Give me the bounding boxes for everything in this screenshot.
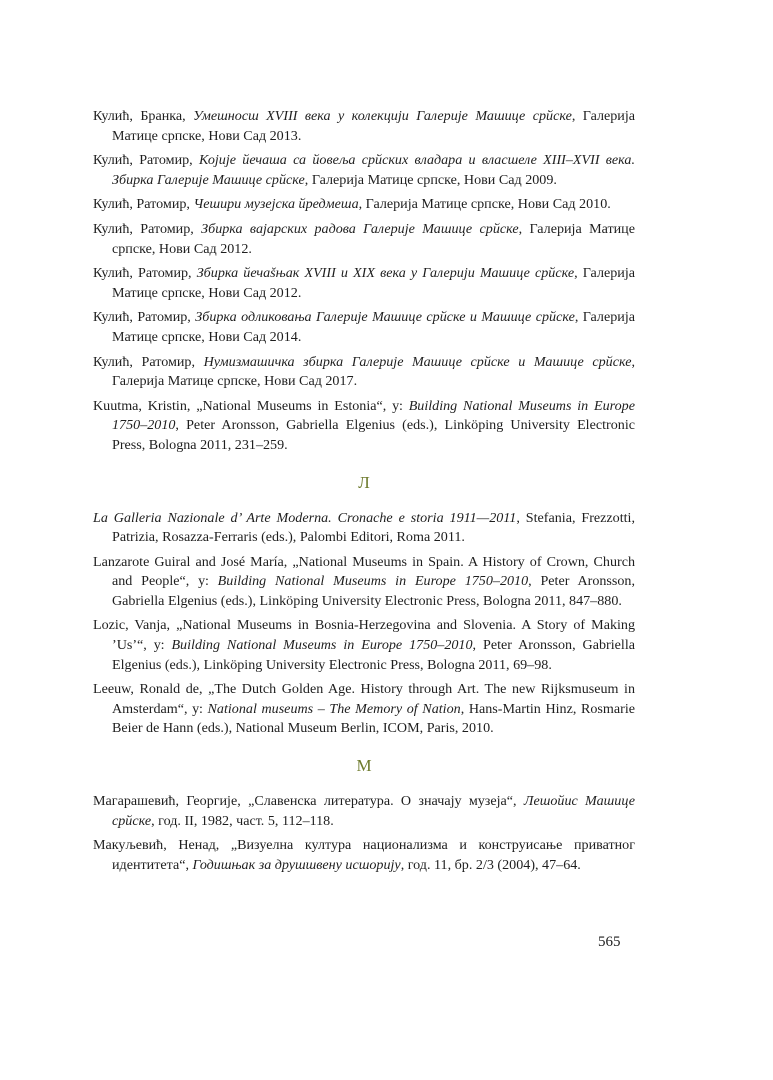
section-m <box>93 792 635 875</box>
bib-entry: Кулић, Ратомир, Чешири музејска йредмеша, Галерија Матице српске, Нови Сад 2010. <box>93 196 611 213</box>
bib-entry: Кулић, Ратомир, Којије йечаша са йовеља срйских владара и власшеле XIII–XVII века. Збирка Галерије Машице срйске, Галерија Матице српске, Нови Сад 2009. <box>93 152 635 188</box>
bib-entry: Leeuw, Ronald de, „The Dutch Golden Age. History through Art. The new Rijksmuseum in Amsterdam“, у: National museums – The Memory of Nation, Hans-Martin Hinz, Rosmarie Beier de Hann (eds.), National Museum Berlin, ICOM, Paris, 2010. <box>93 681 635 737</box>
section-letter-heading: Л <box>358 472 370 492</box>
bib-entry: Макуљевић, Ненад, „Визуелна култура национализма и конструисање приватног идентитета“, Годишњак за друшшвену исшорију, год. 11, бр. 2/3 (2004), 47–64. <box>93 837 635 873</box>
bib-entry: La Galleria Nazionale d’ Arte Moderna. Cronache e storia 1911—2011, Stefania, Frezzotti, Patrizia, Rosazza-Ferraris (eds.), Palombi Editori, Roma 2011. <box>93 509 635 546</box>
bib-entry: Kuutma, Kristin, „National Museums in Estonia“, у: Building National Museums in Europe 1750–2010, Peter Aronsson, Gabriella Elgenius (eds.), Linköping University Electronic Press, Bologna 2011, 231–259. <box>93 397 635 453</box>
bib-entry: Кулић, Ратомир, Нумизмашичка збирка Галерије Машице срйске и Машице срйске, Галерија Матице српске, Нови Сад 2017. <box>93 353 635 390</box>
section-k <box>93 107 635 456</box>
bib-entry: Lanzarote Guiral and José María, „National Museums in Spain. A History of Crown, Church and People“, у: Building National Museums in Europe 1750–2010, Peter Aronsson, Gabriella Elgenius (eds.), Linköping University Electronic Press, Bologna 2011, 847–880. <box>93 553 635 609</box>
bib-entry: Кулић, Ратомир, Збирка йечаšњак XVIII и XIX века у Галерији Машице срйске, Галерија Матице српске, Нови Сад 2012. <box>93 265 635 301</box>
bib-entry: Магарашевић, Георгије, „Славенска литература. О значају музеја“, Лешойис Машице срйске, год. II, 1982, част. 5, 112–118. <box>93 793 635 829</box>
bib-entry: Кулић, Ратомир, Збирка вајарских радова Галерије Машице срйске, Галерија Матице српске, Нови Сад 2012. <box>93 220 635 257</box>
bibliography <box>93 107 635 880</box>
bib-entry: Кулић, Ратомир, Збирка одликовања Галерије Машице срйске и Машице срйске, Галерија Матице српске, Нови Сад 2014. <box>93 309 635 345</box>
page-number: 565 <box>598 934 621 950</box>
bib-entry: Кулић, Бранка, Умешносш XVIII века у колекцији Галерије Машице срйске, Галерија Матице српске, Нови Сад 2013. <box>93 108 636 144</box>
bib-entry: Lozic, Vanja, „National Museums in Bosnia-Herzegovina and Slovenia. A Story of Making ’Us’“, у: Building National Museums in Europe 1750–2010, Peter Aronsson, Gabriella Elgenius (eds.), Linköping University Electronic Press, Bologna 2011, 69–98. <box>93 617 635 673</box>
section-letter-heading: М <box>356 756 372 776</box>
section-l <box>93 509 635 740</box>
